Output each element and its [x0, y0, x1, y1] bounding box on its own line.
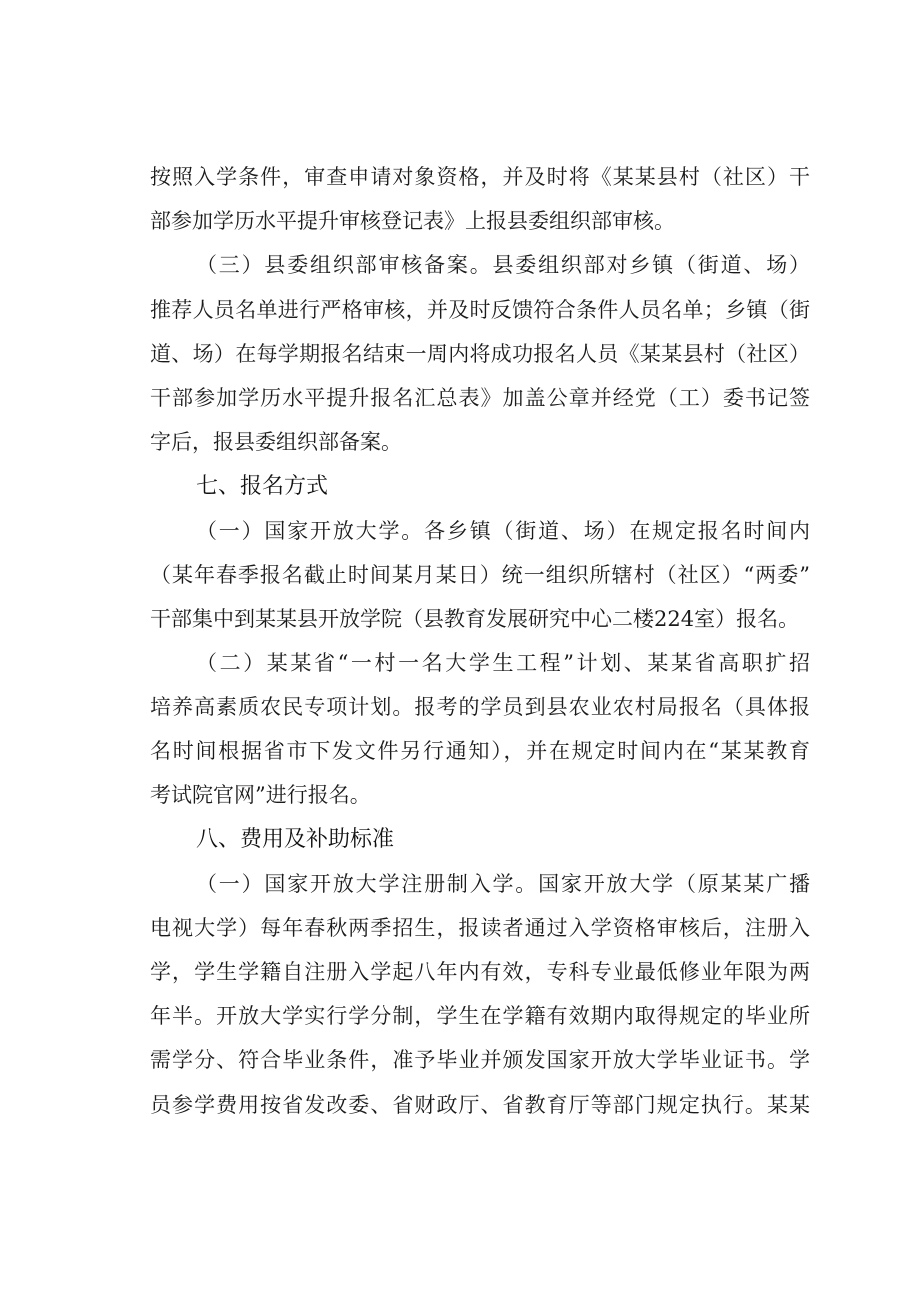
paragraph-line: 年半。开放大学实行学分制，学生在学籍有效期内取得规定的毕业所	[150, 1004, 810, 1028]
paragraph-line: （一）国家开放大学注册制入学。国家开放大学（原某某广播	[196, 872, 810, 896]
paragraph-line: 推荐人员名单进行严格审核，并及时反馈符合条件人员名单；乡镇（街	[150, 298, 810, 322]
paragraph-line: （三）县委组织部审核备案。县委组织部对乡镇（街道、场）	[196, 253, 810, 277]
paragraph-line: 干部集中到某某县开放学院（县教育发展研究中心二楼224室）报名。	[150, 607, 800, 631]
paragraph-line: 字后，报县委组织部备案。	[150, 430, 402, 454]
paragraph-line: 考试院官网”进行报名。	[150, 783, 371, 807]
paragraph-line: 培养高素质农民专项计划。报考的学员到县农业农村局报名（具体报	[150, 695, 810, 719]
section-heading: 八、费用及补助标准	[196, 827, 395, 852]
paragraph-line: （一）国家开放大学。各乡镇（街道、场）在规定报名时间内	[196, 519, 810, 543]
paragraph-line: 按照入学条件，审查申请对象资格，并及时将《某某县村（社区）干	[150, 165, 810, 189]
paragraph-line: 员参学费用按省发改委、省财政厅、省教育厅等部门规定执行。某某	[150, 1093, 810, 1117]
paragraph-line: 道、场）在每学期报名结束一周内将成功报名人员《某某县村（社区）	[150, 342, 810, 366]
paragraph-line: （某年春季报名截止时间某月某日）统一组织所辖村（社区）“两委”	[150, 563, 810, 587]
paragraph-line: 名时间根据省市下发文件另行通知），并在规定时间内在“某某教育	[150, 739, 810, 763]
paragraph-line: 需学分、符合毕业条件，准予毕业并颁发国家开放大学毕业证书。学	[150, 1048, 810, 1072]
paragraph-line: 干部参加学历水平提升报名汇总表》加盖公章并经党（工）委书记签	[150, 386, 810, 410]
paragraph-line: 部参加学历水平提升审核登记表》上报县委组织部审核。	[150, 209, 675, 233]
paragraph-line: 学，学生学籍自注册入学起八年内有效，专科专业最低修业年限为两	[150, 960, 810, 984]
section-heading: 七、报名方式	[196, 474, 329, 499]
paragraph-line: （二）某某省“一村一名大学生工程”计划、某某省高职扩招	[196, 651, 810, 675]
paragraph-line: 电视大学）每年春秋两季招生，报读者通过入学资格审核后，注册入	[150, 916, 810, 940]
